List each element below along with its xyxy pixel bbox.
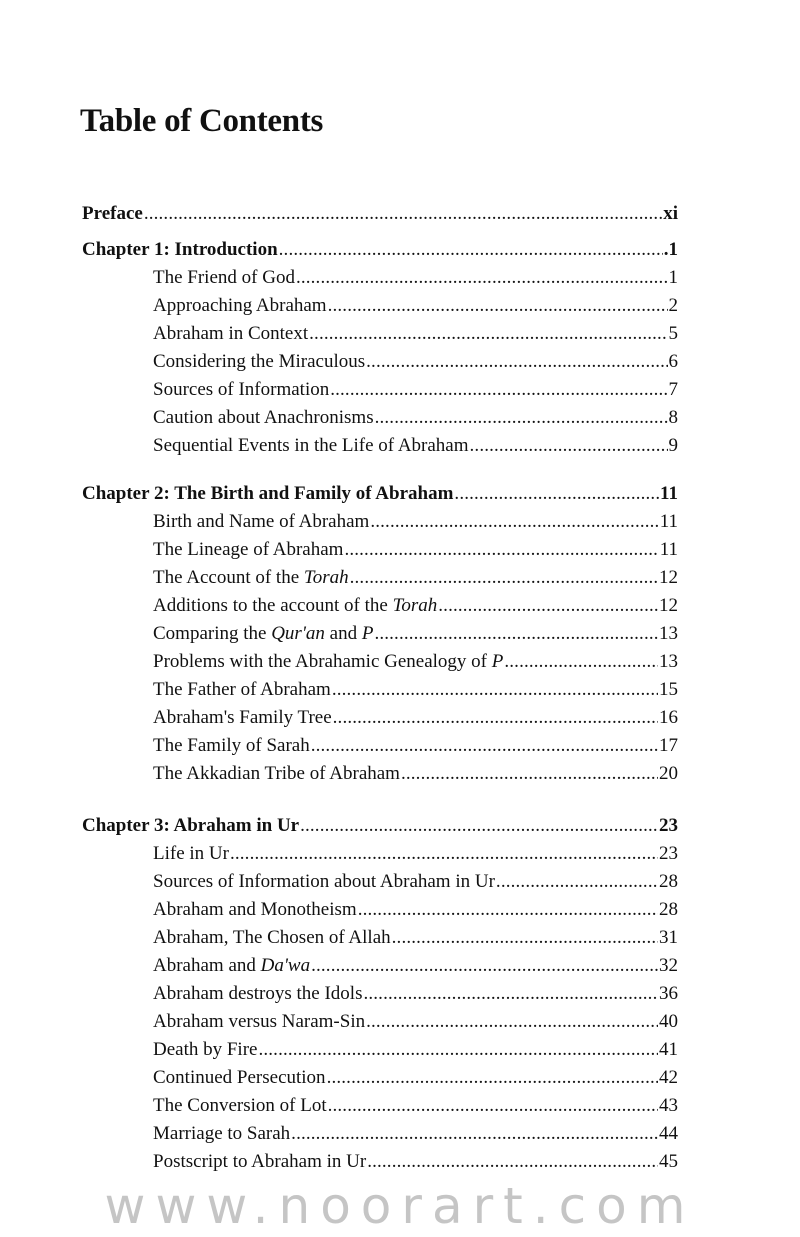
dot-leader [144,202,662,226]
entry-title [153,350,365,374]
toc-entry[interactable] [153,1150,678,1174]
entry-title-text: The Account of the [153,567,304,588]
page-number: 11 [659,539,678,560]
dot-leader [375,406,668,430]
toc-entry[interactable] [153,294,678,318]
entry-title [153,1038,257,1062]
page-number: 15 [659,679,678,700]
page-number: 36 [659,983,678,1004]
toc-entry[interactable] [153,734,678,758]
entry-title-text: Chapter 2: The Birth and Family of Abraham [82,483,454,504]
page-number: 23 [659,815,678,836]
dot-leader [333,706,658,730]
toc-entry[interactable] [153,434,678,458]
page-number: 28 [659,899,678,920]
entry-title [153,1010,365,1034]
entry-title [153,622,373,646]
entry-title [82,202,143,226]
entry-title [153,1094,327,1118]
toc-entry[interactable] [153,678,678,702]
entry-title [153,378,329,402]
entry-title [153,706,332,730]
toc-entry[interactable] [153,510,678,534]
page-number: 11 [659,511,678,532]
dot-leader [344,538,658,562]
entry-title-text: Additions to the account of the [153,595,393,616]
entry-title-text: Marriage to Sarah [153,1123,291,1144]
toc-entry[interactable] [153,594,678,618]
dot-leader [392,926,658,950]
entry-title-text: Chapter 1: Introduction [82,239,278,260]
entry-title [153,538,343,562]
dot-leader [291,1122,658,1146]
entry-title-text: Continued Persecution [153,1067,326,1088]
page-number: 13 [659,651,678,672]
entry-title-text: Abraham and Monotheism [153,899,357,920]
page-number: 13 [659,623,678,644]
entry-title-text: Sources of Information [153,379,330,400]
entry-title [153,566,349,590]
dot-leader [470,434,668,458]
entry-title [153,266,295,290]
entry-title-text: Birth and Name of Abraham [153,511,370,532]
dot-leader [496,870,658,894]
toc-entry[interactable] [153,378,678,402]
entry-title-text: Abraham versus Naram-Sin [153,1011,366,1032]
entry-title-text: Abraham destroys the Idols [153,983,363,1004]
page-title: Table of Contents [80,103,324,139]
page-number: 23 [659,843,678,864]
page-number: 2 [668,295,678,316]
page-number: 32 [659,955,678,976]
toc-chapter[interactable] [82,238,678,262]
entry-title-text: Preface [82,203,143,224]
toc-entry[interactable] [153,898,678,922]
toc-entry[interactable] [153,566,678,590]
dot-leader [328,1094,658,1118]
dot-leader [350,566,658,590]
entry-title-text: Caution about Anachronisms [153,407,374,428]
entry-title [153,1122,290,1146]
entry-title [153,594,437,618]
entry-title-italic: P [361,623,374,644]
dot-leader [300,814,658,838]
entry-title-text: Sources of Information about Abraham in Ur [153,871,495,892]
entry-title-italic: Da'wa [260,955,311,976]
toc-entry[interactable] [153,1010,678,1034]
dot-leader [363,982,658,1006]
entry-title-text: Life in Ur [153,843,229,864]
entry-title [153,678,331,702]
page-number: 42 [659,1067,678,1088]
entry-title-text: The Conversion of Lot [153,1095,327,1116]
dot-leader [332,678,658,702]
page-number: 28 [659,871,678,892]
toc-chapter[interactable] [82,202,678,226]
toc-entry[interactable] [153,538,678,562]
entry-title-text: Abraham and [153,955,261,976]
dot-leader [258,1038,658,1062]
page-number: 8 [668,407,678,428]
toc-entry[interactable] [153,762,678,786]
dot-leader [374,622,658,646]
toc-chapter[interactable] [82,814,678,838]
page-number: 31 [659,927,678,948]
dot-leader [311,734,658,758]
toc-entry[interactable] [153,954,678,978]
page-number: 9 [668,435,678,456]
entry-title [153,1150,366,1174]
page-number: 11 [660,483,678,504]
page-number: 41 [659,1039,678,1060]
page-number: 17 [659,735,678,756]
entry-title-text: Abraham in Context [153,323,309,344]
entry-title [153,650,503,674]
entry-title-text: The Family of Sarah [153,735,310,756]
entry-title-text: Chapter 3: Abraham in Ur [82,815,300,836]
toc-entry[interactable] [153,870,678,894]
toc-entry[interactable] [153,706,678,730]
page-number: 12 [659,567,678,588]
entry-title [82,814,299,838]
toc-chapter[interactable] [82,482,678,506]
dot-leader [504,650,658,674]
toc-entry[interactable] [153,1094,678,1118]
page-number: 40 [659,1011,678,1032]
entry-title-italic: Torah [392,595,438,616]
dot-leader [366,1010,658,1034]
entry-title [82,482,453,506]
entry-title [153,294,327,318]
toc-entry[interactable] [153,650,678,674]
page-number: 20 [659,763,678,784]
dot-leader [296,266,668,290]
toc-entry[interactable] [153,842,678,866]
entry-title-text: Postscript to Abraham in Ur [153,1151,367,1172]
page-number: 16 [659,707,678,728]
watermark: www.noorart.com [104,1177,696,1235]
toc-entry[interactable] [153,322,678,346]
toc-entry[interactable] [153,926,678,950]
entry-title [153,734,310,758]
entry-title-italic: Torah [303,567,349,588]
dot-leader [454,482,659,506]
page-number: 12 [659,595,678,616]
entry-title-text: Abraham, The Chosen of Allah [153,927,391,948]
dot-leader [328,294,668,318]
dot-leader [401,762,658,786]
entry-title [153,1066,326,1090]
entry-title-text: Abraham's Family Tree [153,707,332,728]
entry-title-text: Problems with the Abrahamic Genealogy of [153,651,492,672]
page-number: 1 [668,267,678,288]
entry-title-text: The Lineage of Abraham [153,539,344,560]
dot-leader [327,1066,658,1090]
page-number: xi [663,203,678,224]
page-number: 6 [668,351,678,372]
entry-title [153,954,310,978]
page-number: 45 [659,1151,678,1172]
entry-title [153,322,308,346]
entry-title-text: The Akkadian Tribe of Abraham [153,763,400,784]
toc-entry[interactable] [153,350,678,374]
entry-title-italic: Qur'an [271,623,325,644]
dot-leader [438,594,658,618]
entry-title-text: Death by Fire [153,1039,258,1060]
dot-leader [309,322,667,346]
toc-entry[interactable] [153,982,678,1006]
toc-entry[interactable] [153,406,678,430]
entry-title [153,842,229,866]
dot-leader [311,954,658,978]
toc-entry[interactable] [153,1066,678,1090]
entry-title [153,926,391,950]
entry-title-text: The Friend of God [153,267,295,288]
entry-title-text: and [324,623,362,644]
entry-title [153,870,495,894]
entry-title [153,762,400,786]
toc-entry[interactable] [153,1038,678,1062]
toc-entry[interactable] [153,1122,678,1146]
page-number: 5 [668,323,678,344]
dot-leader [370,510,658,534]
page-number: .1 [663,239,678,260]
dot-leader [330,378,667,402]
dot-leader [230,842,658,866]
entry-title-italic: P [491,651,504,672]
dot-leader [358,898,658,922]
entry-title-text: The Father of Abraham [153,679,331,700]
entry-title [153,898,357,922]
page-number: 43 [659,1095,678,1116]
page-number: 44 [659,1123,678,1144]
toc-entry[interactable] [153,622,678,646]
dot-leader [279,238,663,262]
entry-title [153,406,374,430]
dot-leader [367,1150,658,1174]
entry-title [153,434,469,458]
page-number: 7 [668,379,678,400]
entry-title [153,510,369,534]
entry-title [82,238,278,262]
toc-entry[interactable] [153,266,678,290]
entry-title-text: Sequential Events in the Life of Abraham [153,435,469,456]
entry-title-text: Considering the Miraculous [153,351,366,372]
entry-title [153,982,362,1006]
entry-title-text: Comparing the [153,623,272,644]
entry-title-text: Approaching Abraham [153,295,327,316]
dot-leader [366,350,667,374]
